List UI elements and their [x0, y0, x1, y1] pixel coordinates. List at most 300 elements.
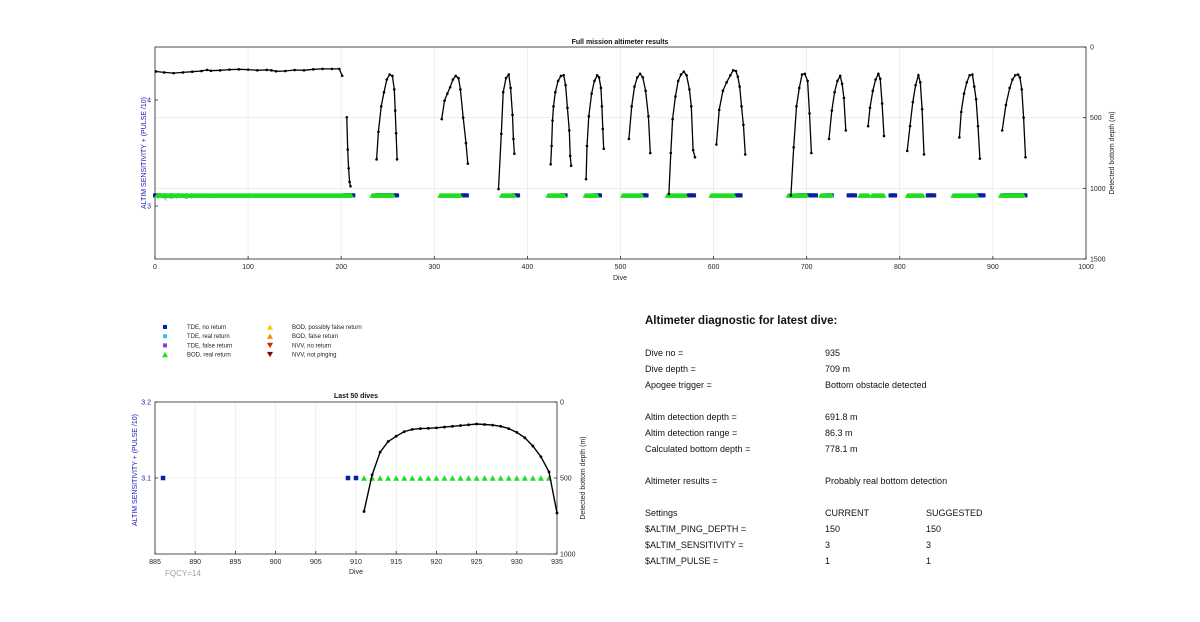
top-bottom-depth-point	[792, 146, 795, 149]
top-bottom-depth-point	[718, 109, 721, 112]
bottom-depth-point	[419, 427, 422, 430]
top-bottom-depth-point	[275, 70, 278, 73]
top-bottom-depth-point	[874, 78, 877, 81]
top-bottom-depth-point	[570, 164, 573, 167]
top-x-tick-label: 1000	[1078, 264, 1094, 271]
top-bottom-depth-point	[738, 85, 741, 88]
top-bottom-depth-point	[977, 125, 980, 128]
top-bottom-depth-point	[798, 87, 801, 90]
diag-row-dive-no	[645, 348, 1095, 360]
top-bottom-depth-point	[715, 143, 718, 146]
top-bottom-depth-point	[958, 136, 961, 139]
top-bottom-depth-point	[879, 78, 882, 81]
bottom-depth-point	[427, 427, 430, 430]
bottom-depth-point	[548, 471, 551, 474]
top-bottom-depth-point	[630, 105, 633, 108]
top-bottom-depth-point	[347, 167, 350, 170]
top-ylabel-left: ALTIM SENSITIVITY + (PULSE /10)	[141, 97, 148, 209]
top-bottom-depth-point	[1008, 87, 1011, 90]
top-bottom-depth-point	[394, 109, 397, 112]
diag-value: 709 m	[825, 364, 851, 374]
top-bottom-depth-point	[596, 74, 599, 77]
top-bottom-depth-point	[877, 73, 880, 76]
top-bottom-depth-point	[919, 81, 922, 84]
bottom-depth-point	[467, 423, 470, 426]
top-bottom-depth-point	[740, 105, 743, 108]
top-bottom-depth-point	[395, 132, 398, 135]
top-x-tick-label: 200	[335, 264, 348, 271]
top-bottom-depth-point	[636, 76, 639, 79]
top-tde-marker	[395, 193, 399, 197]
top-tde-marker	[814, 193, 818, 197]
diag-row-altimeter-results	[645, 476, 1095, 488]
settings-current-header: CURRENT	[825, 508, 869, 518]
top-bottom-depth-point	[380, 105, 383, 108]
bottom-ylabel-right: Detected bottom depth (m)	[580, 436, 587, 520]
top-bottom-depth-point	[688, 88, 691, 91]
bottom-tde-marker	[161, 476, 166, 481]
top-bottom-depth-point	[979, 157, 982, 160]
bottom-depth-point	[443, 426, 446, 429]
legend-label: TDE, no return	[187, 325, 227, 331]
top-tde-marker	[465, 193, 469, 197]
bottom-depth-point	[491, 424, 494, 427]
bottom-yl-tick-label: 3.2	[141, 399, 151, 407]
top-bottom-depth-line	[499, 75, 515, 189]
top-bottom-depth-point	[677, 80, 680, 83]
top-bottom-depth-point	[649, 152, 652, 155]
top-bottom-depth-point	[600, 87, 603, 90]
bottom-ylabel-left: ALTIM SENSITIVITY + (PULSE /10)	[132, 414, 139, 526]
top-bottom-depth-point	[452, 78, 455, 81]
top-bottom-depth-point	[550, 145, 553, 148]
top-bottom-depth-point	[377, 131, 380, 134]
top-bottom-depth-point	[869, 106, 872, 109]
top-bottom-depth-point	[393, 88, 396, 91]
top-bottom-depth-line	[959, 75, 980, 159]
diag-value: 86.3 m	[825, 428, 853, 438]
bottom-depth-point	[387, 440, 390, 443]
top-bottom-depth-point	[692, 149, 695, 152]
diag-label: Altim detection range =	[645, 428, 738, 438]
top-bottom-depth-point	[454, 75, 457, 78]
bottom-data-marks	[161, 423, 559, 515]
top-x-tick-label: 700	[800, 264, 813, 271]
diag-value: 935	[825, 348, 841, 358]
bottom-depth-point	[435, 426, 438, 429]
top-bottom-depth-point	[917, 74, 920, 77]
diag-row-altim-detection-range	[645, 428, 1095, 440]
bottom-x-tick-label: 895	[229, 559, 242, 566]
settings-label: Settings	[645, 508, 678, 518]
top-bottom-depth-point	[729, 74, 732, 77]
top-bottom-depth-point	[443, 99, 446, 102]
setting-current: 150	[825, 524, 841, 534]
top-x-tick-label: 500	[614, 264, 627, 271]
top-bottom-depth-point	[293, 69, 296, 72]
top-bottom-depth-point	[973, 85, 976, 88]
top-bottom-depth-point	[449, 86, 452, 89]
diag-value: 691.8 m	[825, 412, 858, 422]
top-bottom-depth-point	[502, 91, 505, 94]
bottom-title: Last 50 dives	[334, 393, 378, 400]
top-bottom-depth-point	[806, 80, 809, 83]
top-bottom-depth-point	[971, 73, 974, 76]
top-bottom-depth-point	[744, 153, 747, 156]
bottom-tde-marker	[346, 476, 351, 481]
top-bottom-depth-point	[511, 114, 514, 117]
top-bottom-depth-point	[507, 73, 510, 76]
top-bottom-depth-point	[206, 69, 209, 72]
top-bottom-depth-point	[383, 91, 386, 94]
top-tde-marker	[982, 193, 986, 197]
diag-row-apogee-trigger	[645, 380, 1095, 392]
diagnostic-title: Altimeter diagnostic for latest dive:	[645, 315, 838, 327]
legend-marker-square	[163, 325, 167, 329]
top-bottom-depth-point	[804, 73, 807, 76]
top-bottom-depth-point	[200, 70, 203, 73]
top-bottom-depth-point	[968, 74, 971, 77]
top-bottom-depth-point	[685, 74, 688, 77]
top-bottom-depth-point	[270, 69, 273, 72]
bottom-depth-point	[451, 425, 454, 428]
top-bottom-depth-point	[963, 92, 966, 95]
top-bottom-depth-point	[914, 84, 917, 87]
top-bottom-depth-point	[1014, 74, 1017, 77]
settings-header	[645, 508, 1095, 520]
top-yl-tick-label: 3	[147, 203, 151, 211]
top-bottom-depth-point	[562, 74, 565, 77]
top-bottom-depth-line	[829, 76, 846, 139]
top-bottom-depth-point	[742, 123, 745, 126]
diag-label: Calculated bottom depth =	[645, 444, 751, 454]
top-bottom-depth-point	[881, 102, 884, 105]
legend-marker-square	[163, 334, 167, 338]
top-data-marks	[153, 68, 1027, 198]
top-bottom-depth-point	[182, 71, 185, 74]
top-bottom-depth-point	[338, 68, 341, 71]
top-bottom-depth-point	[831, 109, 834, 112]
top-bottom-depth-point	[1020, 88, 1023, 91]
top-bottom-depth-point	[457, 77, 460, 80]
top-x-tick-label: 400	[521, 264, 534, 271]
diag-value: Bottom obstacle detected	[825, 380, 927, 390]
top-bottom-depth-point	[671, 118, 674, 121]
top-bottom-depth-point	[345, 116, 348, 119]
top-bottom-depth-point	[732, 69, 735, 72]
bottom-depth-point	[499, 425, 502, 428]
top-bottom-depth-point	[247, 68, 250, 71]
top-bottom-depth-point	[312, 68, 315, 71]
top-bottom-depth-point	[465, 142, 468, 145]
diag-row-dive-depth	[645, 364, 1095, 376]
top-bottom-depth-point	[795, 105, 798, 108]
bottom-x-tick-label: 890	[189, 559, 202, 566]
top-bottom-depth-point	[867, 125, 870, 128]
top-bottom-depth-point	[722, 90, 725, 93]
bottom-depth-point	[556, 512, 559, 515]
top-bottom-depth-point	[557, 80, 560, 83]
top-bottom-depth-point	[906, 150, 909, 153]
legend-marker-triangle	[267, 343, 273, 348]
setting-row-pulse	[645, 556, 1095, 568]
setting-suggested: 150	[926, 524, 942, 534]
top-bottom-depth-point	[551, 119, 554, 122]
top-yr-tick-label: 500	[1090, 115, 1102, 123]
diag-label: Dive depth =	[645, 364, 696, 374]
top-bottom-depth-point	[836, 80, 839, 83]
legend-label: BOD, possibly false return	[292, 325, 362, 331]
top-bottom-depth-line	[791, 74, 812, 195]
top-bottom-depth-point	[1017, 73, 1020, 76]
setting-label: $ALTIM_SENSITIVITY =	[645, 540, 744, 550]
top-bottom-depth-point	[828, 138, 831, 141]
legend-marker-triangle	[267, 334, 273, 339]
top-tick-labels	[147, 45, 1106, 272]
bottom-depth-point	[540, 455, 543, 458]
top-bottom-depth-point	[725, 81, 728, 84]
top-bottom-depth-point	[690, 105, 693, 108]
setting-label: $ALTIM_PING_DEPTH =	[645, 524, 747, 534]
bottom-tick-labels	[141, 400, 575, 567]
top-bottom-depth-point	[1019, 76, 1022, 79]
top-tde-marker	[645, 193, 649, 197]
bottom-x-tick-label: 930	[510, 559, 523, 566]
legend-marker-triangle	[267, 324, 273, 329]
bottom-x-tick-label: 935	[551, 559, 563, 566]
bottom-depth-point	[411, 428, 414, 431]
legend-marker-triangle	[267, 352, 273, 357]
setting-label: $ALTIM_PULSE =	[645, 556, 719, 566]
bottom-yr-tick-label: 0	[560, 399, 564, 407]
top-bottom-depth-line	[1002, 75, 1025, 158]
top-bottom-depth-point	[674, 95, 677, 98]
setting-suggested: 3	[926, 540, 932, 550]
top-bottom-depth-point	[386, 78, 389, 81]
top-bottom-depth-point	[642, 76, 645, 79]
legend-label: BOD, false return	[292, 334, 339, 341]
bottom-xlabel: Dive	[348, 569, 364, 576]
top-tde-marker	[853, 193, 857, 197]
top-bottom-depth-point	[1011, 78, 1014, 81]
top-bottom-depth-line	[442, 76, 468, 164]
top-bottom-depth-point	[331, 68, 334, 71]
bottom-depth-point	[523, 436, 526, 439]
top-bottom-depth-point	[1022, 116, 1025, 119]
top-bottom-depth-point	[509, 87, 512, 90]
top-x-tick-label: 100	[242, 264, 254, 271]
top-bottom-depth-point	[505, 77, 508, 80]
setting-current: 3	[825, 540, 831, 550]
bottom-depth-line	[364, 424, 557, 513]
setting-suggested: 1	[926, 556, 932, 566]
bottom-depth-point	[483, 423, 486, 426]
top-bottom-depth-point	[633, 85, 636, 88]
top-bottom-depth-point	[440, 118, 443, 121]
bottom-depth-point	[531, 445, 534, 448]
bottom-x-tick-label: 910	[350, 559, 362, 566]
top-bottom-depth-point	[446, 92, 449, 95]
legend-marker-triangle	[162, 352, 168, 357]
top-bottom-depth-point	[256, 69, 259, 72]
legend-marker-square	[163, 343, 167, 347]
bottom-depth-point	[515, 431, 518, 434]
top-bottom-depth-point	[321, 68, 324, 71]
top-bottom-depth-point	[1001, 129, 1004, 132]
bottom-depth-point	[403, 430, 406, 433]
top-bottom-depth-point	[210, 69, 213, 72]
top-bottom-depth-point	[1005, 104, 1008, 107]
top-bottom-depth-line	[669, 72, 695, 194]
top-bottom-depth-point	[163, 71, 166, 74]
top-bottom-depth-point	[228, 68, 231, 71]
bottom-yr-tick-label: 1000	[560, 551, 576, 559]
top-bottom-depth-point	[845, 129, 848, 132]
top-bottom-depth-point	[391, 75, 394, 78]
top-bottom-depth-point	[808, 112, 811, 115]
top-bottom-depth-point	[601, 105, 604, 108]
top-x-tick-label: 600	[707, 264, 720, 271]
diag-label: Apogee trigger =	[645, 380, 712, 390]
top-bottom-depth-point	[388, 73, 391, 76]
top-x-tick-label: 800	[893, 264, 906, 271]
top-bottom-depth-line	[629, 74, 650, 153]
legend-label: BOD, real return	[187, 352, 231, 359]
top-bottom-depth-point	[284, 70, 287, 73]
bottom-depth-point	[371, 474, 374, 477]
legend-label: TDE, false return	[187, 343, 233, 350]
top-yr-tick-label: 1000	[1090, 185, 1106, 193]
top-bottom-depth-point	[735, 70, 738, 73]
top-bottom-depth-line	[377, 75, 398, 160]
legend-label: TDE, real return	[187, 334, 230, 341]
top-bottom-depth-point	[839, 75, 842, 78]
top-ylabel-right: Detected bottom depth (m)	[1109, 111, 1116, 195]
top-title: Full mission altimeter results	[571, 39, 669, 46]
top-bottom-depth-point	[590, 92, 593, 95]
top-yr-tick-label: 1500	[1090, 256, 1106, 264]
top-bottom-depth-point	[593, 80, 596, 83]
top-bottom-depth-point	[566, 106, 569, 109]
top-bottom-depth-point	[639, 73, 642, 76]
bottom-x-tick-label: 885	[149, 559, 161, 566]
top-bottom-depth-point	[375, 158, 378, 161]
diag-row-calculated-bottom-depth	[645, 444, 1095, 456]
bottom-fqcy-annotation: FQCY=14	[165, 569, 201, 578]
top-bottom-depth-point	[512, 138, 515, 141]
top-bottom-depth-point	[602, 147, 605, 150]
top-bottom-depth-point	[923, 153, 926, 156]
diag-label: Altim detection depth =	[645, 412, 737, 422]
top-x-tick-label: 900	[987, 264, 999, 271]
top-bottom-depth-point	[467, 162, 470, 165]
top-bottom-depth-point	[191, 70, 194, 73]
bottom-x-tick-label: 900	[269, 559, 282, 566]
top-bottom-depth-point	[628, 138, 631, 141]
setting-row-ping-depth	[645, 524, 1095, 536]
setting-current: 1	[825, 556, 831, 566]
setting-row-sensitivity	[645, 540, 1095, 552]
bottom-tde-marker	[354, 476, 359, 481]
top-bottom-depth-point	[500, 133, 503, 136]
diag-value: Probably real bottom detection	[825, 476, 948, 486]
top-yl-tick-label: 4	[147, 97, 151, 105]
top-bottom-depth-point	[883, 135, 886, 138]
top-bottom-depth-point	[668, 193, 671, 196]
legend-label: NVV, not pinging	[292, 352, 337, 359]
top-bottom-depth-point	[833, 91, 836, 94]
top-bottom-depth-line	[347, 117, 351, 186]
bottom-x-tick-label: 920	[430, 559, 443, 566]
top-bottom-depth-line	[868, 74, 884, 136]
top-bottom-depth-point	[598, 76, 601, 79]
top-tde-marker	[739, 193, 743, 197]
bottom-depth-point	[475, 423, 478, 426]
top-bottom-depth-point	[843, 97, 846, 100]
top-bottom-depth-point	[552, 105, 555, 108]
top-bottom-depth-point	[644, 90, 647, 93]
bottom-x-tick-label: 905	[309, 559, 322, 566]
top-bottom-depth-line	[907, 75, 924, 154]
top-bottom-depth-point	[801, 73, 804, 76]
bottom-yl-tick-label: 3.1	[141, 475, 151, 483]
top-bottom-depth-point	[549, 163, 552, 166]
top-bottom-depth-point	[680, 73, 683, 76]
top-bottom-depth-point	[810, 152, 813, 155]
top-tde-marker	[932, 193, 936, 197]
top-tde-marker	[893, 193, 897, 197]
top-bottom-depth-point	[694, 156, 697, 159]
top-xlabel: Dive	[612, 275, 628, 282]
top-tde-marker	[516, 193, 520, 197]
top-bottom-depth-point	[568, 129, 571, 132]
top-bottom-depth-point	[564, 84, 567, 87]
top-bottom-depth-point	[912, 101, 915, 104]
top-bottom-depth-point	[585, 178, 588, 181]
top-bottom-depth-point	[554, 91, 557, 94]
diag-row-altim-detection-depth	[645, 412, 1095, 424]
bottom-depth-point	[459, 424, 462, 427]
top-bottom-depth-point	[602, 128, 605, 131]
top-bottom-depth-point	[1024, 156, 1027, 159]
top-bottom-depth-point	[348, 181, 351, 184]
top-bottom-depth-point	[966, 81, 969, 84]
top-bottom-depth-point	[459, 88, 462, 91]
top-bottom-depth-point	[265, 69, 268, 72]
top-bottom-depth-point	[683, 70, 686, 73]
last-50-dives-chart	[132, 393, 587, 578]
top-bottom-depth-point	[462, 116, 465, 119]
bottom-yr-tick-label: 500	[560, 475, 572, 483]
marker-legend	[162, 324, 362, 358]
top-bottom-depth-point	[669, 152, 672, 155]
diag-label: Altimeter results =	[645, 476, 718, 486]
top-bottom-depth-point	[303, 69, 306, 72]
top-bottom-depth-point	[588, 115, 591, 118]
top-bottom-depth-point	[219, 69, 222, 72]
full-mission-chart	[141, 39, 1116, 282]
top-bottom-depth-point	[237, 68, 240, 71]
top-bottom-depth-line	[586, 75, 604, 179]
top-bottom-depth-line	[716, 70, 745, 154]
top-bottom-depth-point	[513, 152, 516, 155]
top-bottom-depth-point	[569, 155, 572, 158]
top-bottom-depth-point	[960, 111, 963, 114]
top-bottom-depth-point	[341, 74, 344, 77]
top-bottom-depth-point	[172, 72, 175, 75]
settings-suggested-header: SUGGESTED	[926, 508, 983, 518]
top-bottom-depth-point	[396, 158, 399, 161]
